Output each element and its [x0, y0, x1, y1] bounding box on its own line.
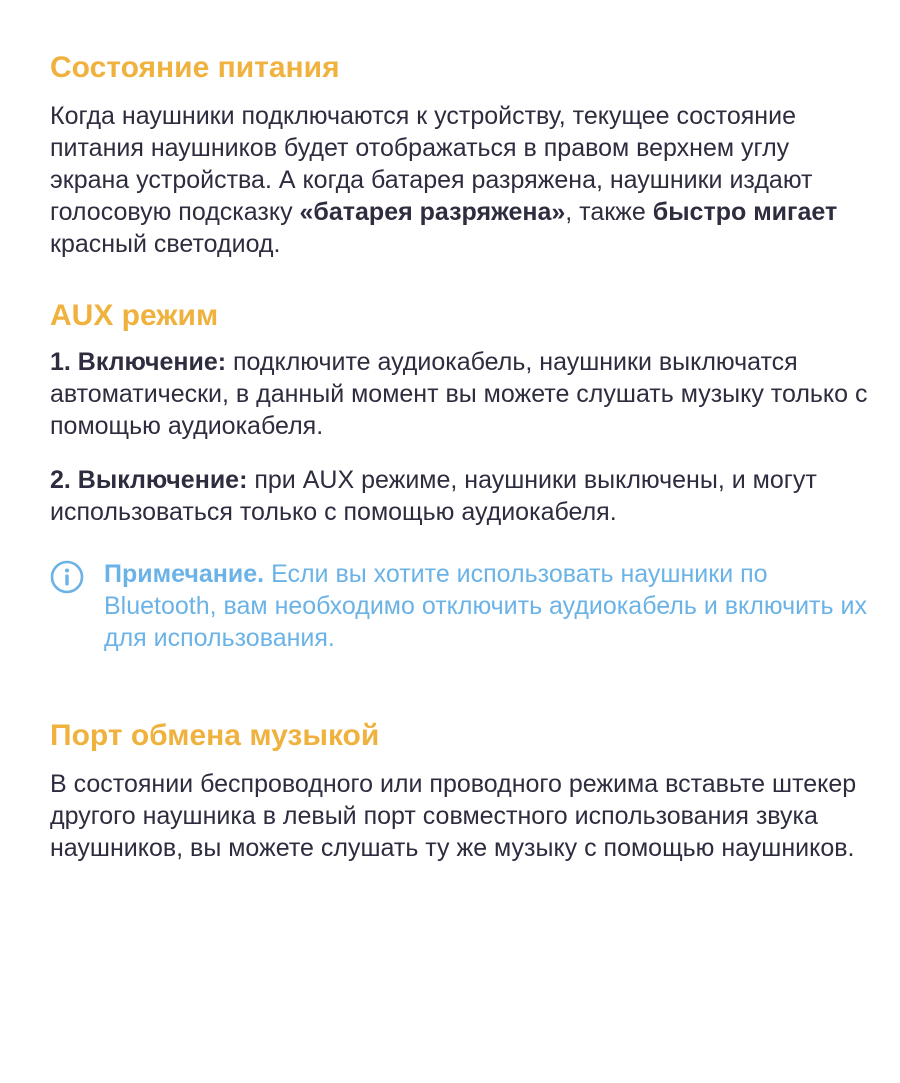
- power-text-2: , также: [565, 198, 653, 226]
- power-text-1: Когда наушники подключаются к устройству, текущее состояние питания наушников будет отображаться в правом верхнем углу экрана устройства. А когда батарея разряжена, наушники издают голосовую подсказку: [50, 102, 813, 226]
- info-icon: [50, 560, 84, 594]
- note-text: [104, 558, 870, 654]
- music-share-port-paragraph: В состоянии беспроводного или проводного режима вставьте штекер другого наушника в левый порт совместного использования звука наушников, вы можете слушать ту же музыку с помощью наушников.: [50, 770, 857, 862]
- power-bold-2: быстро мигает: [652, 198, 838, 226]
- note-block: [50, 558, 870, 654]
- aux-item-enable: [50, 346, 870, 442]
- aux-item-disable-text: при AUX режиме, наушники выключены, и могут использоваться только с помощью аудиокабеля.: [50, 466, 817, 526]
- aux-item-enable-label: 1. Включение:: [50, 348, 227, 376]
- aux-mode-heading: AUX режим: [50, 299, 219, 332]
- aux-item-enable-text: подключите аудиокабель, наушники выключатся автоматически, в данный момент вы можете слушать музыку только с помощью аудиокабеля.: [50, 348, 868, 440]
- power-bold-1: «батарея разряжена»: [299, 198, 566, 226]
- note-body: Если вы хотите использовать наушники по Bluetooth, вам необходимо отключить аудиокабель и включить их для использования.: [104, 560, 867, 652]
- note-label: Примечание.: [104, 560, 265, 588]
- power-text-3: красный светодиод.: [50, 230, 281, 258]
- aux-item-disable-label: 2. Выключение:: [50, 466, 248, 494]
- music-share-port-heading: Порт обмена музыкой: [50, 719, 380, 752]
- manual-page: [50, 48, 870, 864]
- power-state-heading: Состояние питания: [50, 51, 340, 84]
- aux-item-disable: [50, 464, 870, 528]
- power-state-paragraph: [50, 100, 870, 260]
